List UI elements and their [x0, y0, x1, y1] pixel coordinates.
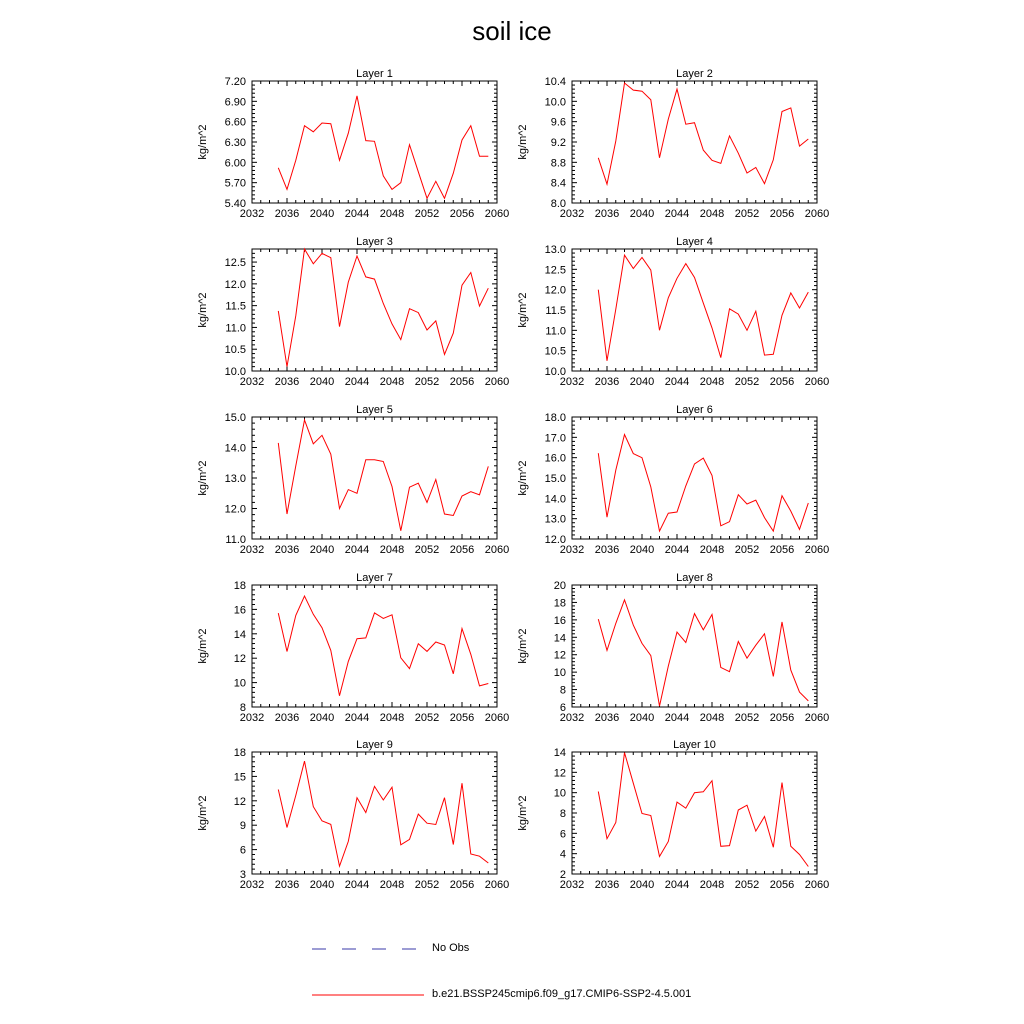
x-tick-label: 2044 [664, 712, 690, 724]
y-tick-label: 12 [553, 767, 566, 780]
y-tick-label: 11.0 [225, 534, 246, 546]
x-tick-label: 2044 [344, 712, 370, 724]
series-line-layer-10 [598, 753, 808, 867]
chart-title: Layer 5 [356, 404, 393, 416]
x-tick-label: 2056 [769, 879, 795, 891]
chart-layer-5 [197, 404, 509, 556]
y-tick-label: 14 [233, 628, 246, 641]
x-tick-label: 2052 [414, 376, 440, 388]
x-tick-label: 2036 [274, 879, 300, 891]
x-tick-label: 2052 [414, 879, 440, 891]
plot-frame [572, 417, 817, 539]
y-axis-label: kg/m^2 [517, 460, 529, 496]
x-tick-label: 2056 [449, 208, 475, 220]
x-tick-label: 2056 [769, 208, 795, 220]
y-tick-label: 8.4 [550, 177, 566, 190]
y-tick-label: 2 [559, 869, 566, 881]
y-tick-label: 7.20 [224, 76, 246, 88]
series-line-layer-6 [598, 435, 808, 532]
plot-frame [572, 752, 817, 874]
x-tick-label: 2048 [379, 376, 405, 388]
y-axis-label: kg/m^2 [197, 292, 209, 328]
chart-title: Layer 1 [356, 68, 393, 80]
y-tick-label: 12.0 [224, 278, 246, 291]
y-tick-label: 14 [553, 747, 566, 759]
y-tick-label: 6.90 [224, 96, 246, 109]
x-tick-label: 2048 [379, 544, 405, 556]
y-tick-label: 16.0 [544, 452, 566, 465]
y-tick-label: 8 [559, 808, 566, 820]
plot-frame [252, 249, 497, 371]
y-tick-label: 10.0 [224, 366, 246, 378]
chart-layer-8 [517, 572, 829, 724]
y-tick-label: 12.0 [544, 284, 566, 297]
series-line-layer-7 [278, 596, 488, 696]
legend-label-no-obs: No Obs [432, 942, 470, 954]
x-tick-label: 2032 [559, 544, 585, 556]
x-tick-label: 2060 [484, 712, 510, 724]
x-tick-label: 2044 [344, 879, 370, 891]
x-tick-label: 2056 [449, 879, 475, 891]
y-tick-label: 10.4 [544, 76, 566, 88]
x-tick-label: 2040 [629, 208, 655, 220]
y-axis-label: kg/m^2 [517, 795, 529, 831]
x-tick-label: 2040 [629, 879, 655, 891]
x-tick-label: 2056 [449, 376, 475, 388]
x-tick-label: 2060 [804, 712, 830, 724]
x-tick-label: 2032 [559, 208, 585, 220]
y-tick-label: 8.8 [550, 157, 566, 170]
series-line-layer-3 [278, 249, 488, 367]
y-tick-label: 12 [233, 653, 246, 666]
x-tick-label: 2056 [769, 544, 795, 556]
chart-layer-4 [517, 236, 829, 388]
x-tick-label: 2036 [274, 544, 300, 556]
y-tick-label: 11.0 [545, 325, 566, 338]
y-tick-label: 5.40 [224, 198, 246, 210]
x-tick-label: 2044 [664, 879, 690, 891]
x-tick-label: 2040 [629, 376, 655, 388]
y-tick-label: 9.2 [550, 137, 566, 149]
y-tick-label: 8 [559, 684, 566, 697]
x-tick-label: 2040 [629, 712, 655, 724]
y-tick-label: 9 [239, 820, 246, 833]
y-tick-label: 12 [233, 795, 246, 808]
y-tick-label: 10.5 [544, 345, 566, 358]
y-tick-label: 18 [233, 747, 246, 759]
y-tick-label: 14.0 [224, 442, 246, 455]
x-tick-label: 2052 [734, 879, 760, 891]
y-tick-label: 12.0 [544, 534, 566, 546]
chart-layer-6 [517, 404, 829, 556]
y-tick-label: 12 [553, 649, 566, 662]
y-tick-label: 10 [553, 787, 566, 800]
chart-layer-7 [197, 572, 509, 724]
x-tick-label: 2048 [379, 208, 405, 220]
chart-title: Layer 8 [676, 572, 713, 584]
x-tick-label: 2048 [699, 712, 725, 724]
x-tick-label: 2036 [594, 208, 620, 220]
x-tick-label: 2040 [309, 376, 335, 388]
plot-frame [252, 417, 497, 539]
y-tick-label: 6 [239, 844, 246, 857]
x-tick-label: 2056 [769, 376, 795, 388]
x-tick-label: 2052 [414, 712, 440, 724]
x-tick-label: 2040 [309, 208, 335, 220]
chart-layer-1 [197, 68, 509, 220]
y-axis-label: kg/m^2 [197, 124, 209, 160]
x-tick-label: 2048 [699, 208, 725, 220]
y-axis-label: kg/m^2 [517, 628, 529, 664]
x-tick-label: 2060 [484, 544, 510, 556]
x-tick-label: 2036 [274, 208, 300, 220]
y-axis-label: kg/m^2 [517, 292, 529, 328]
x-tick-label: 2032 [559, 879, 585, 891]
x-tick-label: 2036 [274, 712, 300, 724]
y-tick-label: 5.70 [224, 177, 246, 190]
y-tick-label: 10 [553, 667, 566, 680]
y-tick-label: 11.0 [225, 322, 246, 335]
y-tick-label: 6.60 [224, 116, 246, 129]
x-tick-label: 2044 [664, 208, 690, 220]
plot-frame [572, 81, 817, 203]
y-tick-label: 6 [559, 828, 566, 841]
y-tick-label: 18 [553, 597, 566, 610]
x-tick-label: 2036 [594, 879, 620, 891]
chart-layer-10 [517, 739, 829, 891]
series-line-layer-8 [598, 600, 808, 706]
series-line-layer-4 [598, 255, 808, 361]
x-tick-label: 2032 [559, 376, 585, 388]
x-tick-label: 2040 [309, 544, 335, 556]
y-tick-label: 3 [239, 869, 246, 881]
y-tick-label: 11.5 [225, 300, 246, 313]
x-tick-label: 2032 [239, 712, 265, 724]
x-tick-label: 2060 [484, 879, 510, 891]
y-tick-label: 8.0 [550, 198, 566, 210]
y-tick-label: 6.30 [224, 137, 246, 149]
y-tick-label: 18 [233, 580, 246, 592]
y-tick-label: 12.5 [224, 257, 246, 270]
y-tick-label: 13.0 [544, 513, 566, 526]
x-tick-label: 2048 [699, 376, 725, 388]
x-tick-label: 2036 [274, 376, 300, 388]
x-tick-label: 2060 [484, 376, 510, 388]
y-tick-label: 6.00 [224, 157, 246, 170]
y-tick-label: 10 [233, 677, 246, 690]
x-tick-label: 2056 [449, 544, 475, 556]
y-tick-label: 14.0 [544, 493, 566, 506]
chart-title: Layer 2 [676, 68, 713, 80]
x-tick-label: 2036 [594, 712, 620, 724]
chart-title: Layer 7 [356, 572, 393, 584]
x-tick-label: 2052 [734, 544, 760, 556]
x-tick-label: 2060 [804, 544, 830, 556]
x-tick-label: 2060 [804, 879, 830, 891]
chart-layer-2 [517, 68, 829, 220]
legend-label-model: b.e21.BSSP245cmip6.f09_g17.CMIP6-SSP2-4.5.001 [432, 988, 692, 1000]
chart-title: Layer 10 [673, 739, 716, 751]
chart-title: Layer 3 [356, 236, 393, 248]
y-axis-label: kg/m^2 [517, 124, 529, 160]
y-tick-label: 6 [559, 702, 566, 714]
plot-frame [252, 752, 497, 874]
y-tick-label: 4 [559, 848, 566, 861]
x-tick-label: 2044 [344, 208, 370, 220]
y-tick-label: 20 [553, 580, 566, 592]
y-tick-label: 16 [553, 614, 566, 627]
x-tick-label: 2048 [699, 879, 725, 891]
y-tick-label: 17.0 [544, 432, 566, 445]
y-tick-label: 15 [233, 771, 246, 784]
series-line-layer-2 [598, 83, 808, 184]
chart-layer-3 [197, 236, 509, 388]
x-tick-label: 2048 [379, 712, 405, 724]
series-line-layer-1 [278, 96, 488, 198]
y-tick-label: 15.0 [224, 412, 246, 424]
x-tick-label: 2056 [769, 712, 795, 724]
x-tick-label: 2060 [804, 376, 830, 388]
y-tick-label: 9.6 [550, 116, 566, 129]
x-tick-label: 2044 [344, 376, 370, 388]
x-tick-label: 2052 [414, 208, 440, 220]
x-tick-label: 2044 [344, 544, 370, 556]
y-axis-label: kg/m^2 [197, 460, 209, 496]
chart-title: Layer 4 [676, 236, 713, 248]
x-tick-label: 2040 [309, 712, 335, 724]
series-line-layer-5 [278, 420, 488, 531]
x-tick-label: 2032 [239, 879, 265, 891]
x-tick-label: 2040 [309, 879, 335, 891]
x-tick-label: 2056 [449, 712, 475, 724]
x-tick-label: 2060 [804, 208, 830, 220]
x-tick-label: 2052 [734, 208, 760, 220]
y-tick-label: 14 [553, 632, 566, 645]
series-line-layer-9 [278, 761, 488, 866]
y-tick-label: 13.0 [224, 473, 246, 485]
x-tick-label: 2032 [239, 208, 265, 220]
x-tick-label: 2052 [734, 376, 760, 388]
x-tick-label: 2060 [484, 208, 510, 220]
x-tick-label: 2052 [734, 712, 760, 724]
y-tick-label: 10.0 [544, 366, 566, 378]
chart-layer-9 [197, 739, 509, 891]
x-tick-label: 2040 [629, 544, 655, 556]
x-tick-label: 2036 [594, 376, 620, 388]
y-tick-label: 11.5 [545, 305, 566, 317]
x-tick-label: 2032 [559, 712, 585, 724]
chart-title: Layer 9 [356, 739, 393, 751]
y-tick-label: 15.0 [544, 473, 566, 485]
x-tick-label: 2048 [699, 544, 725, 556]
page-title: soil ice [472, 16, 552, 46]
x-tick-label: 2048 [379, 879, 405, 891]
x-tick-label: 2052 [414, 544, 440, 556]
x-tick-label: 2044 [664, 376, 690, 388]
y-tick-label: 8 [239, 702, 246, 714]
x-tick-label: 2044 [664, 544, 690, 556]
y-tick-label: 10.0 [544, 96, 566, 109]
y-tick-label: 13.0 [544, 244, 566, 256]
x-tick-label: 2032 [239, 544, 265, 556]
chart-title: Layer 6 [676, 404, 713, 416]
y-tick-label: 12.5 [544, 264, 566, 277]
y-tick-label: 16 [233, 604, 246, 617]
y-tick-label: 18.0 [544, 412, 566, 424]
y-axis-label: kg/m^2 [197, 795, 209, 831]
y-tick-label: 10.5 [224, 344, 246, 357]
x-tick-label: 2032 [239, 376, 265, 388]
y-tick-label: 12.0 [224, 503, 246, 516]
y-axis-label: kg/m^2 [197, 628, 209, 664]
x-tick-label: 2036 [594, 544, 620, 556]
